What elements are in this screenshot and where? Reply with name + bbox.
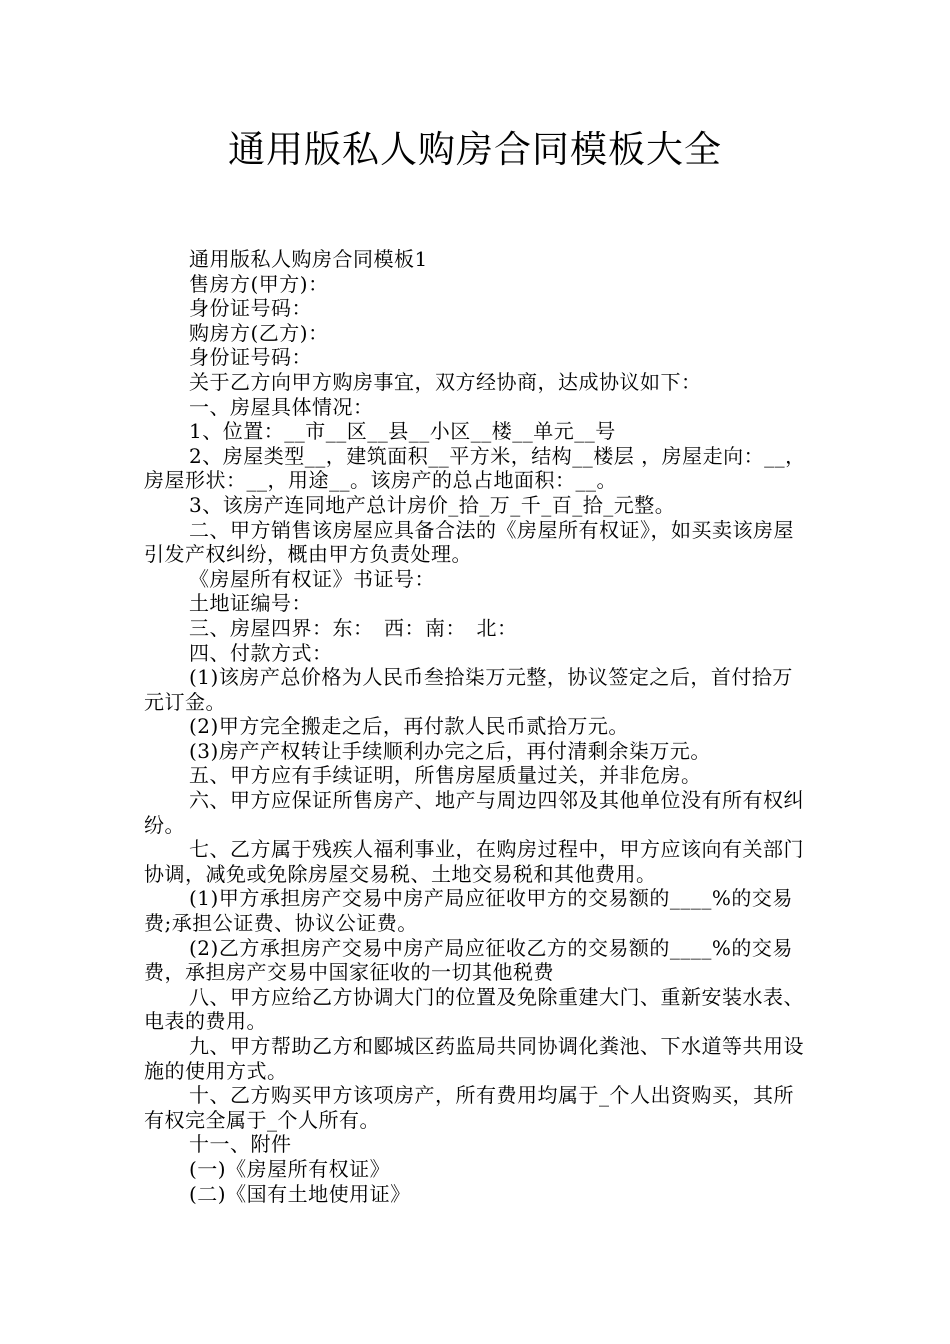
document-paragraph: (二)《国有土地使用证》 (189, 1181, 411, 1206)
document-paragraph: 《房屋所有权证》书证号： (189, 566, 435, 591)
document-paragraph: (1)甲方承担房产交易中房产局应征收甲方的交易额的____%的交易费;承担公证费、协议公证费。 (144, 886, 793, 936)
document-paragraph: 四、付款方式： (189, 640, 333, 665)
document-title: 通用版私人购房合同模板大全 (228, 128, 722, 171)
document-paragraph: (2)乙方承担房产交易中房产局应征收乙方的交易额的____%的交易费，承担房产交易中国家征收的一切其他税费 (144, 935, 793, 985)
document-paragraph: (3)房产产权转让手续顺利办完之后，再付清剩余柒万元。 (189, 738, 711, 763)
document-paragraph: (一)《房屋所有权证》 (189, 1156, 391, 1181)
document-paragraph: 十一、附件 (189, 1132, 292, 1157)
document-body (144, 247, 812, 1206)
document-paragraph: 通用版私人购房合同模板1 (189, 247, 428, 271)
document-paragraph: 九、甲方帮助乙方和郾城区药监局共同协调化粪池、下水道等共用设施的使用方式。 (144, 1034, 804, 1083)
document-paragraph: 二、甲方销售该房屋应具备合法的《房屋所有权证》，如买卖该房屋引发产权纠纷，概由甲方负责处理。 (144, 517, 794, 567)
document-paragraph: 三、房屋四界：东： 西：南： 北： (189, 615, 518, 640)
document-paragraph: 2、房屋类型__，建筑面积__平方米，结构__楼层 ，房屋走向：__，房屋形状：__，用途__。该房产的总占地面积：__。 (144, 443, 806, 493)
document-paragraph: 关于乙方向甲方购房事宜，双方经协商，达成协议如下： (189, 369, 702, 394)
document-paragraph: 八、甲方应给乙方协调大门的位置及免除重建大门、重新安装水表、电表的费用。 (144, 984, 804, 1034)
document-paragraph: 售房方(甲方)： (189, 271, 329, 296)
document-paragraph: 一、房屋具体情况： (189, 394, 374, 419)
document-paragraph: 五、甲方应有手续证明，所售房屋质量过关，并非危房。 (189, 763, 702, 788)
document-paragraph: 十、乙方购买甲方该项房产，所有费用均属于_个人出资购买，其所有权完全属于_个人所有。 (144, 1083, 794, 1132)
document-paragraph: 1、位置：__市__区__县__小区__楼__单元__号 (189, 419, 616, 444)
document-paragraph: (2)甲方完全搬走之后，再付款人民币贰拾万元。 (189, 714, 629, 739)
document-paragraph: 土地证编号： (189, 591, 312, 616)
document-paragraph: (1)该房产总价格为人民币叁拾柒万元整，协议签定之后，首付拾万元订金。 (144, 665, 793, 714)
document-paragraph: 身份证号码： (189, 345, 312, 370)
document-paragraph: 3、该房产连同地产总计房价_拾_万_千_百_拾_元整。 (189, 492, 676, 517)
document-paragraph: 六、甲方应保证所售房产、地产与周边四邻及其他单位没有所有权纠纷。 (144, 788, 804, 837)
document-paragraph: 身份证号码： (189, 296, 312, 321)
document-paragraph: 购房方(乙方)： (189, 320, 329, 345)
document-paragraph: 七、乙方属于残疾人福利事业，在购房过程中，甲方应该向有关部门协调，减免或免除房屋交易税、土地交易税和其他费用。 (144, 837, 804, 886)
